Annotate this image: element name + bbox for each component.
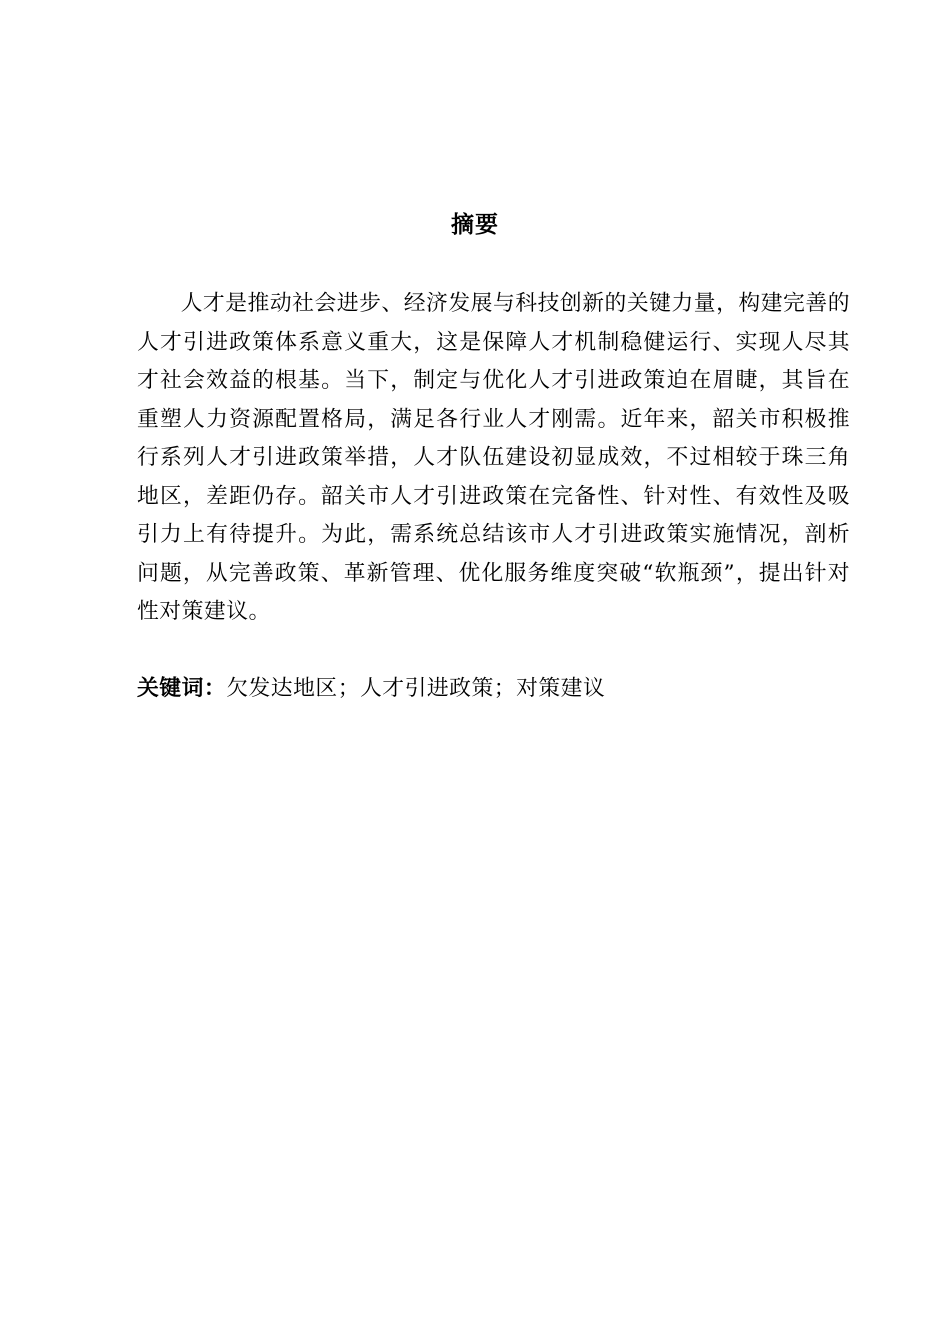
abstract-body: 人才是推动社会进步、经济发展与科技创新的关键力量，构建完善的人才引进政策体系意义重大，这是保障人才机制稳健运行、实现人尽其才社会效益的根基。当下，制定与优化人才引进政策迫在眉睫，其旨在重塑人力资源配置格局，满足各行业人才刚需。近年来，韶关市积极推行系列人才引进政策举措，人才队伍建设初显成效，不过相较于珠三角地区，差距仍存。韶关市人才引进政策在完备性、针对性、有效性及吸引力上有待提升。为此，需系统总结该市人才引进政策实施情况，剖析问题，从完善政策、革新管理、优化服务维度突破“软瓶颈”，提出针对性对策建议。: [137, 291, 850, 624]
abstract-title: 摘要: [451, 212, 499, 238]
keywords-text: 欠发达地区；人才引进政策；对策建议: [226, 676, 606, 701]
keywords-label: 关键词：: [137, 676, 227, 701]
keywords-line: [137, 670, 850, 708]
